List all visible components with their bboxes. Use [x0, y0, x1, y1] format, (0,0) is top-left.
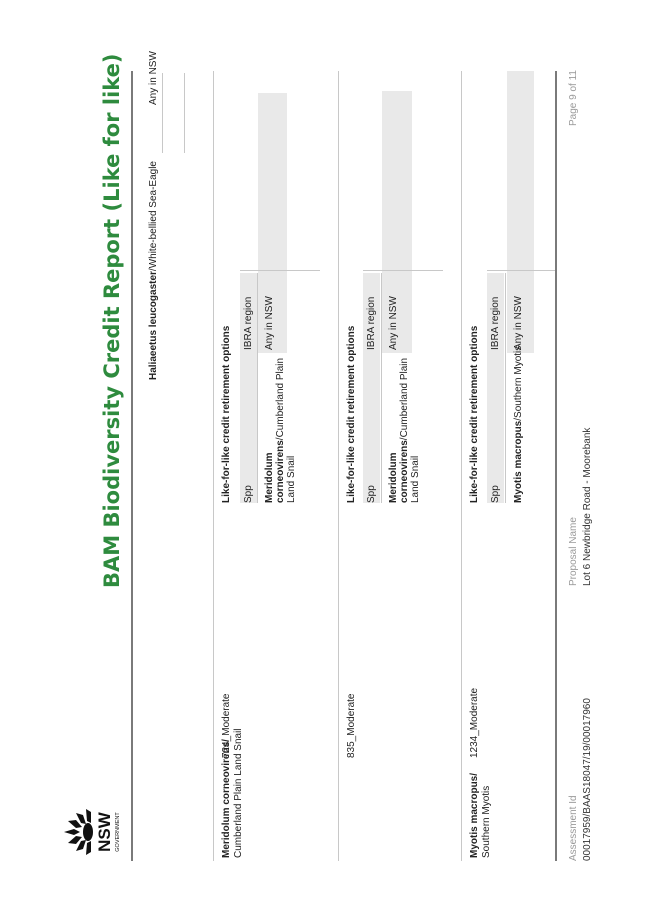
- sec1-row-location: Any in NSW: [264, 296, 275, 350]
- page-number: Page 9 of 11: [568, 70, 579, 126]
- sec3-col-spp: Spp: [490, 485, 501, 503]
- sec3-row-species: Myotis macropus/Southern Myotis: [513, 345, 524, 503]
- sec3-col-ibra: IBRA region: [490, 296, 501, 350]
- sea-eagle-species: Haliaeetus leucogaster/White-bellied Sea-Eagle: [148, 161, 159, 380]
- sec1-options-title: Like-for-like credit retirement options: [221, 325, 232, 503]
- sec2-options-title: Like-for-like credit retirement options: [346, 325, 357, 503]
- sec1-species-bold: Meridolum corneovirens/: [221, 739, 232, 858]
- sec3-species-common: Southern Myotis: [481, 785, 492, 858]
- sec1-row-species: Meridolum corneovirens/Cumberland Plain Land Snail: [264, 357, 297, 503]
- sec2-row-species: Meridolum corneovirens/Cumberland Plain Land Snail: [388, 357, 421, 503]
- sec2-col-ibra: IBRA region: [366, 296, 377, 350]
- sec3-row-location: Any in NSW: [513, 296, 524, 350]
- sec1-col-ibra: IBRA region: [243, 296, 254, 350]
- page-title: BAM Biodiversity Credit Report (Like for like): [100, 53, 124, 588]
- svg-text:NSW: NSW: [95, 812, 114, 852]
- proposal-name-value: Lot 6 Newbridge Road - Moorebank: [582, 427, 593, 586]
- nsw-government-logo: [62, 801, 124, 863]
- sea-eagle-location: Any in NSW: [148, 51, 159, 105]
- sec1-col-spp: Spp: [243, 485, 254, 503]
- sec3-credit-id: 1234_Moderate: [469, 687, 480, 758]
- assessment-id-label: Assessment Id: [568, 795, 579, 861]
- sec3-options-title: Like-for-like credit retirement options: [469, 325, 480, 503]
- sec2-credit-id: 835_Moderate: [346, 693, 357, 758]
- sec1-credit-id: 724_Moderate: [221, 693, 232, 758]
- svg-text:GOVERNMENT: GOVERNMENT: [115, 812, 121, 852]
- sec1-species-common: Cumberland Plain Land Snail: [233, 728, 244, 858]
- proposal-name-label: Proposal Name: [568, 517, 579, 586]
- sec3-species-bold: Myotis macropus/: [469, 772, 480, 858]
- sec2-row-location: Any in NSW: [388, 296, 399, 350]
- assessment-id-value: 00017959/BAAS18047/19/00017960: [582, 698, 593, 861]
- sec2-col-spp: Spp: [366, 485, 377, 503]
